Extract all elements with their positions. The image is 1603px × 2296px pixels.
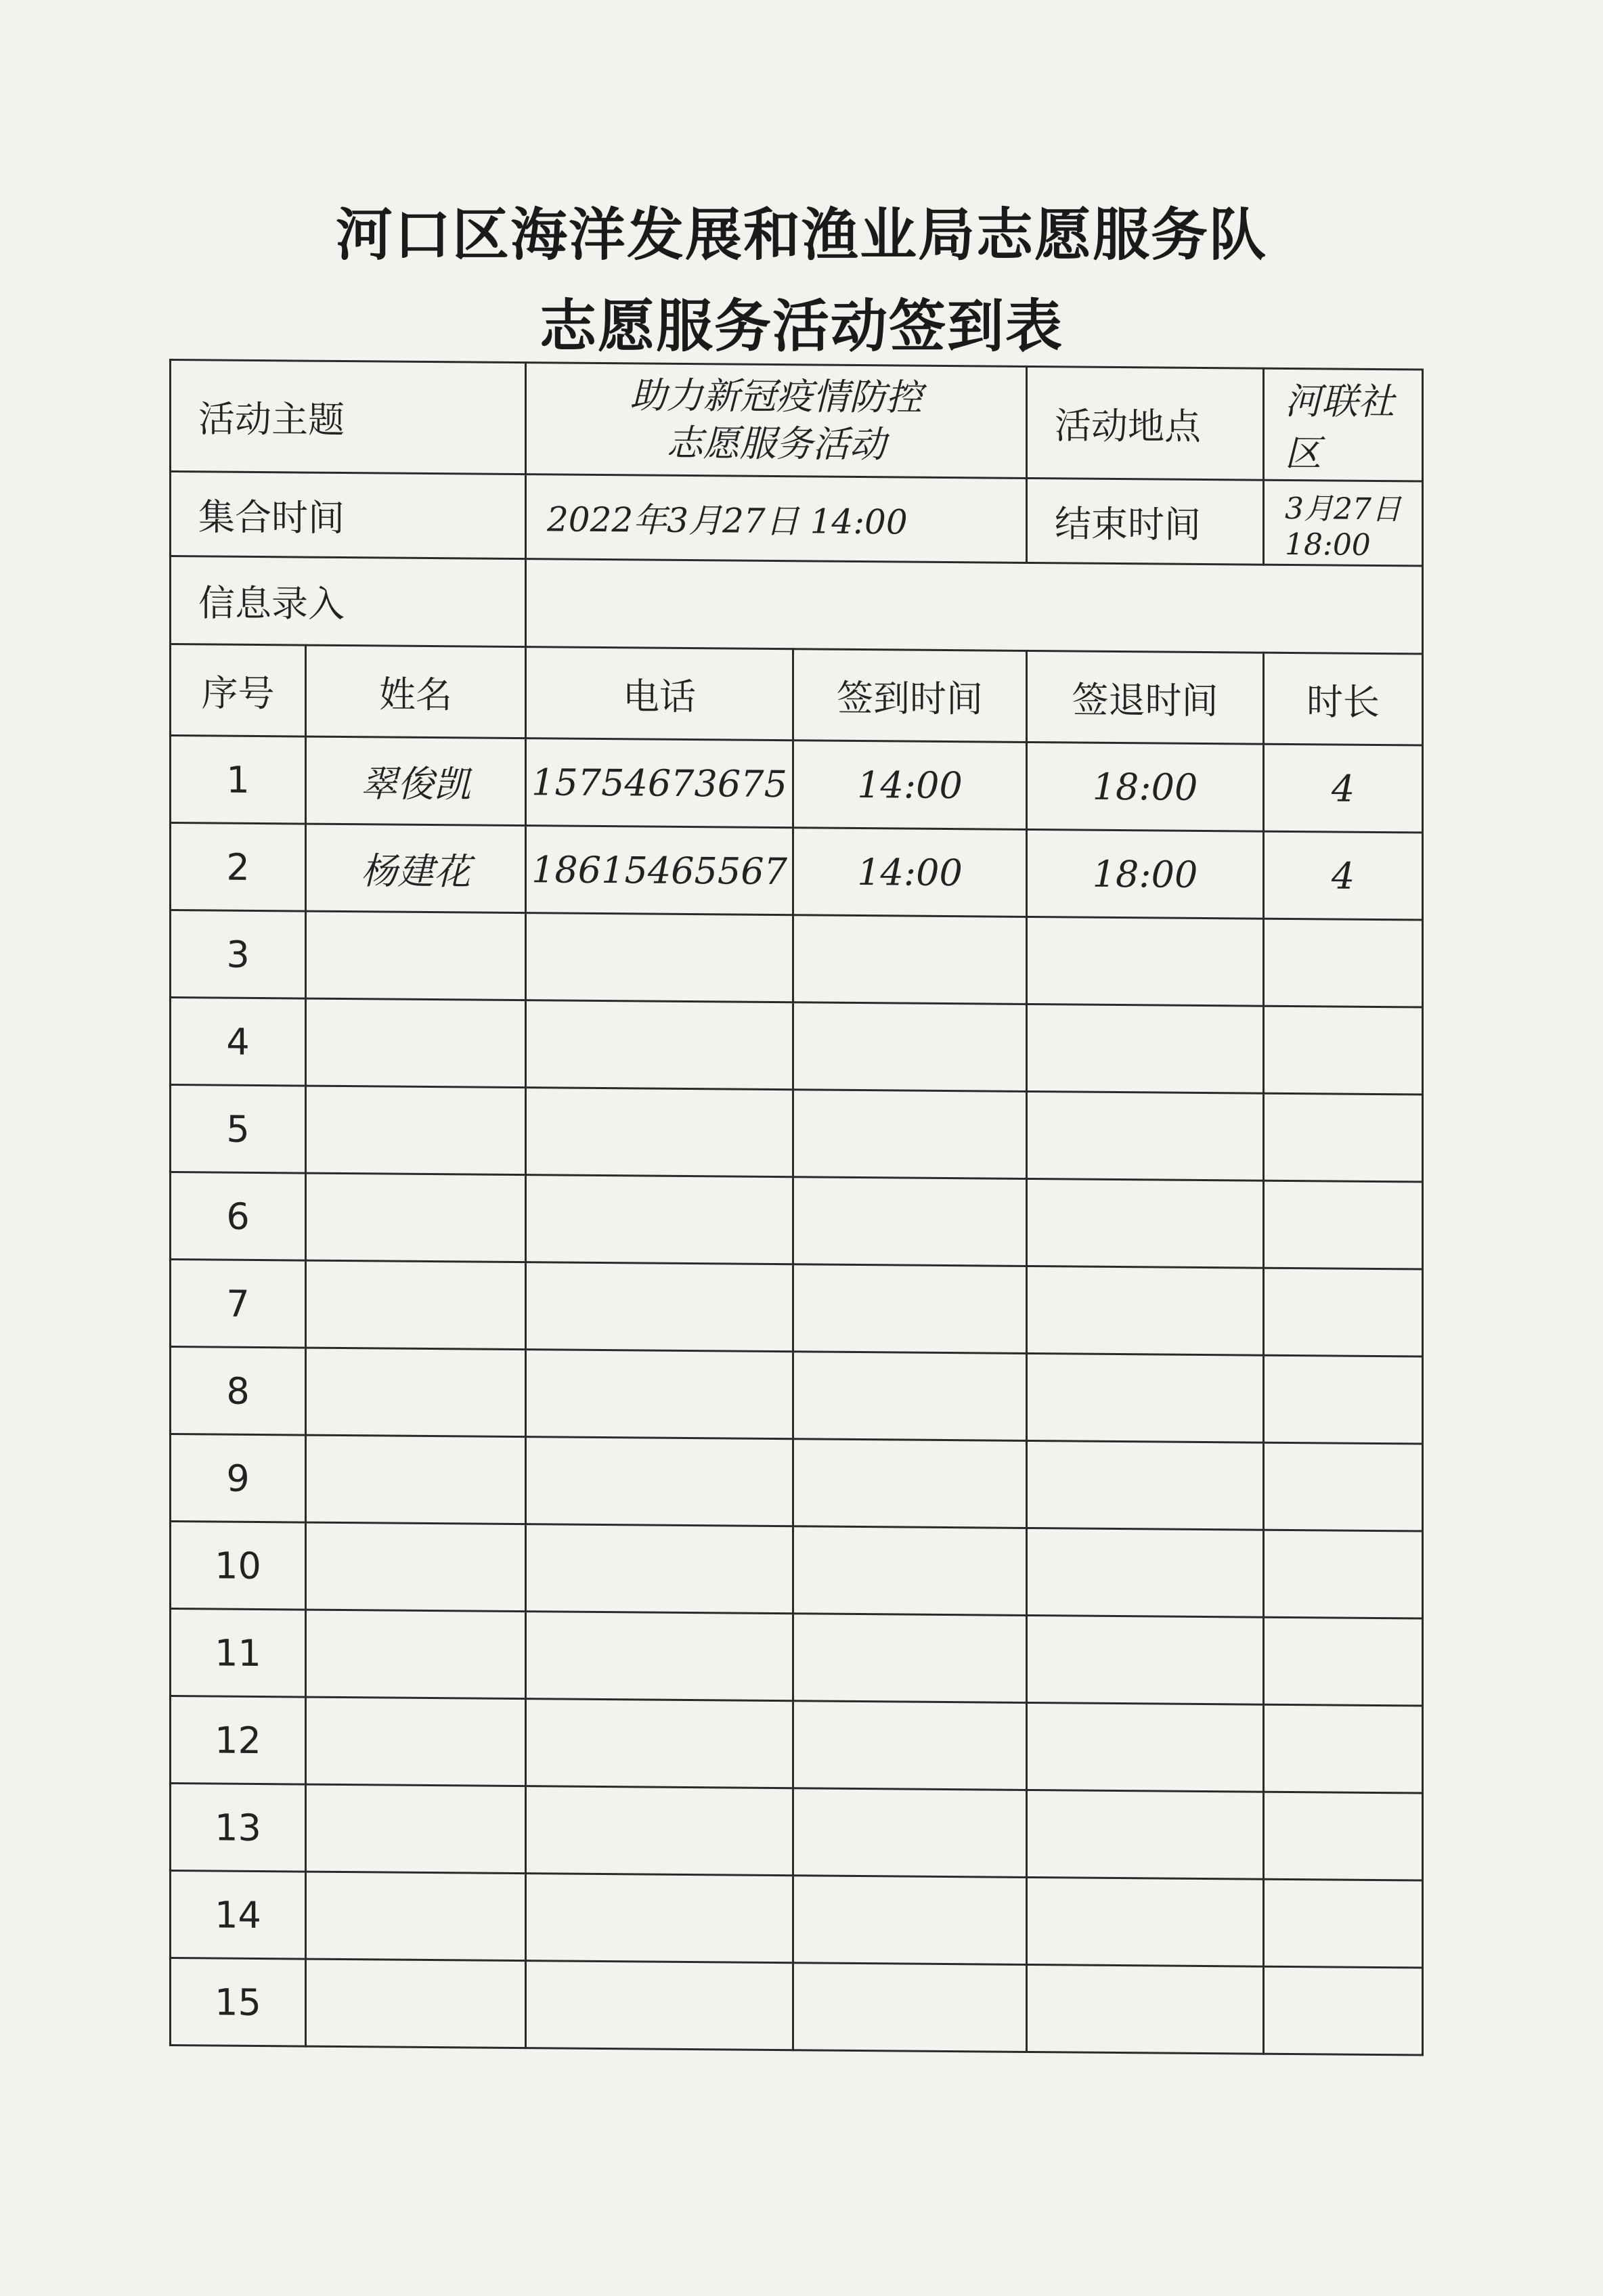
- sign-out-cell: [1027, 1964, 1264, 2054]
- table-row: [171, 1522, 1423, 1619]
- sign-out-cell: 18:00: [1027, 829, 1264, 919]
- table-row: [171, 1172, 1423, 1270]
- sign-out-cell: [1027, 1178, 1264, 1268]
- name-cell: [306, 1173, 526, 1262]
- table-row: [171, 1958, 1423, 2056]
- sign-in-cell: [793, 915, 1027, 1005]
- end-value: 3月27日 18:00: [1264, 480, 1423, 566]
- col-header-name: 姓名: [306, 645, 526, 738]
- row-number: 15: [171, 1958, 306, 2047]
- column-header-row: [171, 644, 1423, 746]
- phone-cell: [526, 1699, 793, 1788]
- hours-cell: [1264, 1180, 1423, 1269]
- document-subtitle: 志愿服务活动签到表: [539, 292, 1063, 359]
- table-row: [171, 910, 1423, 1008]
- col-header-sign-out: 签退时间: [1027, 650, 1264, 744]
- name-cell: [306, 911, 526, 1000]
- theme-value: [526, 363, 1027, 479]
- hours-cell: 4: [1264, 831, 1423, 920]
- info-row-entry: [171, 556, 1423, 655]
- sign-in-cell: [793, 1788, 1027, 1878]
- phone-cell: [526, 1175, 793, 1264]
- sign-in-cell: 14:00: [793, 741, 1027, 830]
- entry-label: 信息录入: [171, 556, 526, 647]
- sign-in-cell: [793, 1352, 1027, 1441]
- sign-in-table: [169, 359, 1424, 2056]
- info-row-theme: [171, 360, 1423, 482]
- hours-cell: [1264, 1617, 1423, 1706]
- table-row: [171, 1609, 1423, 1706]
- theme-label: 活动主题: [171, 360, 526, 474]
- name-cell: 杨建花: [306, 824, 526, 913]
- row-number: 14: [171, 1871, 306, 1960]
- row-number: 5: [171, 1085, 306, 1174]
- place-value: 河联社区: [1264, 368, 1423, 481]
- sign-out-cell: [1027, 1353, 1264, 1442]
- hours-cell: [1264, 1355, 1423, 1444]
- hours-cell: [1264, 1093, 1423, 1182]
- table-row: [171, 1784, 1423, 1881]
- name-cell: [306, 1260, 526, 1350]
- row-number: 6: [171, 1172, 306, 1261]
- table-row: [171, 823, 1423, 921]
- hours-cell: [1264, 1006, 1423, 1095]
- theme-value-line2: 志愿服务活动: [666, 421, 886, 466]
- row-number: 7: [171, 1260, 306, 1348]
- row-number: 10: [171, 1522, 306, 1610]
- row-number: 2: [171, 823, 306, 912]
- row-number: 8: [171, 1347, 306, 1436]
- table-row: [171, 736, 1423, 833]
- sign-out-cell: [1027, 1266, 1264, 1355]
- table-row: [171, 1347, 1423, 1444]
- sign-in-cell: [793, 1701, 1027, 1790]
- sign-in-cell: [793, 1177, 1027, 1266]
- table-row: [171, 1871, 1423, 1968]
- col-header-hours: 时长: [1264, 653, 1423, 745]
- row-number: 9: [171, 1434, 306, 1523]
- phone-cell: 15754673675: [526, 738, 793, 828]
- sign-in-cell: [793, 1614, 1027, 1703]
- sign-in-cell: [793, 1526, 1027, 1616]
- name-cell: [306, 1348, 526, 1437]
- hours-cell: [1264, 1530, 1423, 1618]
- sign-in-cell: [793, 1002, 1027, 1092]
- sign-out-cell: [1027, 1440, 1264, 1530]
- sign-out-cell: [1027, 1091, 1264, 1180]
- name-cell: [306, 1086, 526, 1175]
- row-number: 1: [171, 736, 306, 824]
- phone-cell: [526, 1524, 793, 1614]
- name-cell: [306, 1697, 526, 1786]
- name-cell: [306, 1872, 526, 1961]
- hours-cell: [1264, 1792, 1423, 1880]
- table-row: [171, 1260, 1423, 1357]
- hours-cell: [1264, 1966, 1423, 2055]
- phone-cell: [526, 1612, 793, 1701]
- row-number: 12: [171, 1696, 306, 1785]
- name-cell: [306, 1784, 526, 1874]
- sign-out-cell: [1027, 1615, 1264, 1704]
- hours-cell: [1264, 1268, 1423, 1356]
- name-cell: [306, 1610, 526, 1699]
- table-row: [171, 1696, 1423, 1794]
- col-header-sign-in: 签到时间: [793, 649, 1027, 743]
- sign-out-cell: [1027, 1877, 1264, 1966]
- sign-out-cell: [1027, 1702, 1264, 1792]
- theme-value-line1: 助力新冠疫情防控: [630, 374, 923, 419]
- col-header-no: 序号: [171, 644, 306, 737]
- col-header-phone: 电话: [526, 647, 793, 741]
- name-cell: [306, 1959, 526, 2048]
- table-row: [171, 1434, 1423, 1532]
- phone-cell: [526, 1088, 793, 1177]
- name-cell: [306, 1435, 526, 1524]
- sign-in-cell: [793, 1090, 1027, 1179]
- sign-in-cell: [793, 1963, 1027, 2052]
- hours-cell: [1264, 919, 1423, 1007]
- info-row-time: [171, 472, 1423, 567]
- phone-cell: [526, 1000, 793, 1090]
- hours-cell: 4: [1264, 744, 1423, 833]
- sign-in-cell: 14:00: [793, 828, 1027, 917]
- gather-label: 集合时间: [171, 472, 526, 559]
- phone-cell: [526, 913, 793, 1002]
- table-row: [171, 998, 1423, 1095]
- sign-in-cell: [793, 1264, 1027, 1354]
- sign-out-cell: [1027, 917, 1264, 1006]
- row-number: 3: [171, 910, 306, 999]
- hours-cell: [1264, 1442, 1423, 1531]
- phone-cell: [526, 1350, 793, 1439]
- sign-in-cell: [793, 1876, 1027, 1965]
- row-number: 11: [171, 1609, 306, 1698]
- place-label: 活动地点: [1027, 366, 1264, 480]
- sign-out-cell: [1027, 1528, 1264, 1617]
- name-cell: [306, 1522, 526, 1612]
- row-number: 13: [171, 1784, 306, 1872]
- document-title: 河口区海洋发展和渔业局志愿服务队: [335, 201, 1267, 268]
- phone-cell: [526, 1961, 793, 2050]
- end-label: 结束时间: [1027, 478, 1264, 565]
- table-row: [171, 1085, 1423, 1183]
- hours-cell: [1264, 1704, 1423, 1793]
- gather-value: 2022年3月27日 14:00: [526, 474, 1027, 563]
- name-cell: 翠俊凯: [306, 736, 526, 826]
- sign-in-cell: [793, 1439, 1027, 1528]
- phone-cell: [526, 1786, 793, 1876]
- entry-value: [526, 559, 1423, 654]
- name-cell: [306, 998, 526, 1088]
- row-number: 4: [171, 998, 306, 1086]
- phone-cell: 18615465567: [526, 826, 793, 915]
- hours-cell: [1264, 1879, 1423, 1968]
- sign-out-cell: [1027, 1004, 1264, 1093]
- phone-cell: [526, 1437, 793, 1526]
- phone-cell: [526, 1262, 793, 1352]
- sign-out-cell: 18:00: [1027, 742, 1264, 831]
- sign-out-cell: [1027, 1790, 1264, 1879]
- phone-cell: [526, 1874, 793, 1963]
